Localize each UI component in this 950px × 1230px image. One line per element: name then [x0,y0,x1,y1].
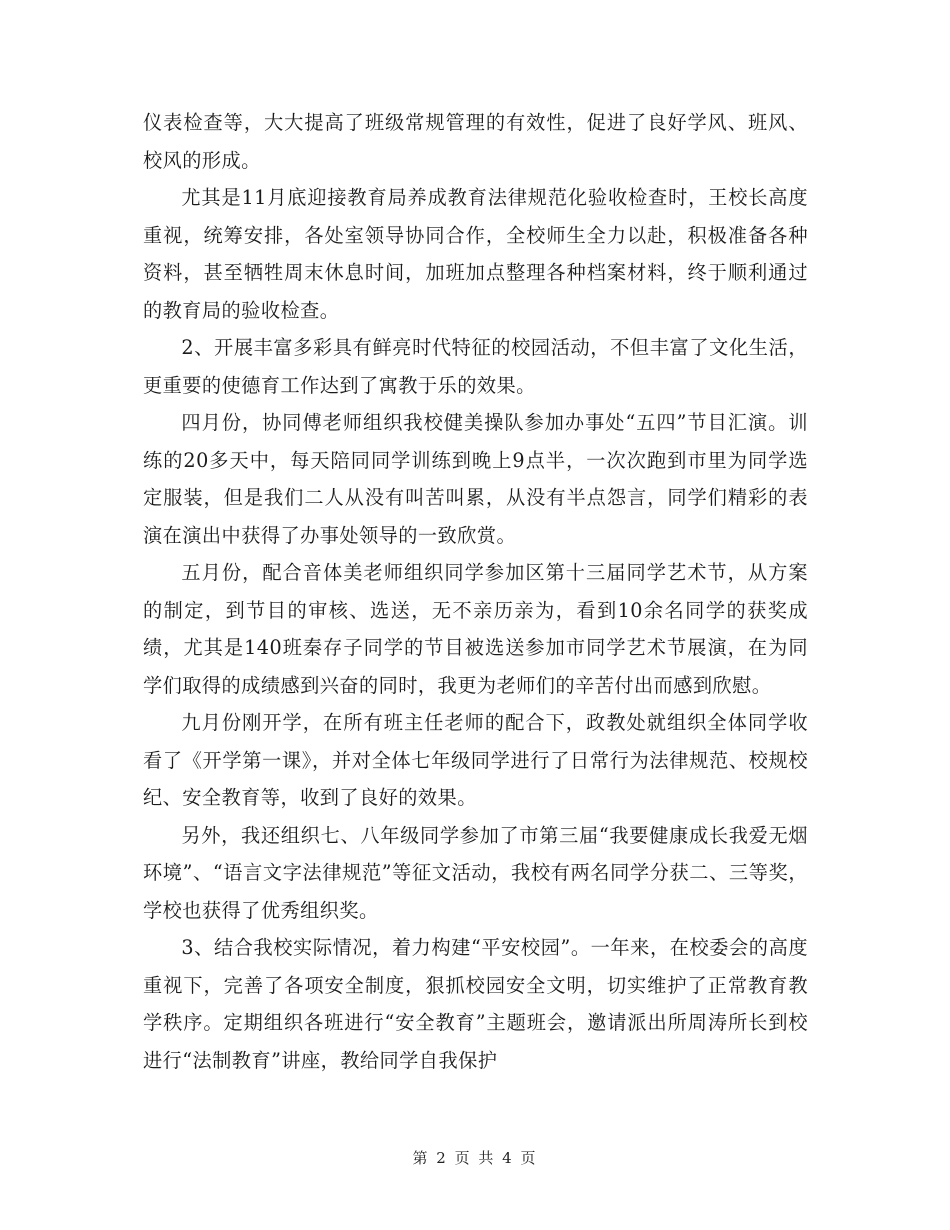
paragraph-6: 九月份刚开学，在所有班主任老师的配合下，政教处就组织全体同学收看了《开学第一课》，并对全体七年级同学进行了日常行为法律规范、校规校纪、安全教育等，收到了良好的效果。 [143,711,808,809]
paragraph-7: 另外，我还组织七、八年级同学参加了市第三届“我要健康成长我爱无烟环境”、“语言文字法律规范”等征文活动，我校有两名同学分获二、三等奖，学校也获得了优秀组织奖。 [143,823,808,922]
paragraph-3: 2、开展丰富多彩具有鲜亮时代特征的校园活动，不但丰富了文化生活，更重要的使德育工作达到了寓教于乐的效果。 [143,336,808,397]
paragraph-4: 四月份，协同傅老师组织我校健美操队参加办事处“五四”节目汇演。训练的20多天中，每天陪同同学训练到晚上9点半，一次次跑到市里为同学选定服装，但是我们二人从没有叫苦叫累，从没有半点怨言，同学们精彩的表演在演出中获得了办事处领导的一致欣赏。 [143,411,808,547]
document-body [143,104,808,1079]
paragraph-5: 五月份，配合音体美老师组织同学参加区第十三届同学艺术节，从方案的制定，到节目的审核、选送，无不亲历亲为，看到10余名同学的获奖成绩，尤其是140班秦存子同学的节目被选送参加市同学艺术节展演，在为同学们取得的成绩感到兴奋的同时，我更为老师们的辛苦付出而感到欣慰。 [143,561,808,697]
page-footer: 第 2 页 共 4 页 [412,1149,538,1167]
paragraph-8: 3、结合我校实际情况，着力构建“平安校园”。一年来，在校委会的高度重视下，完善了各项安全制度，狠抓校园安全文明，切实维护了正常教育教学秩序。定期组织各班进行“安全教育”主题班会，邀请派出所周涛所长到校进行“法制教育”讲座，教给同学自我保护 [143,936,808,1072]
paragraph-1: 仪表检查等，大大提高了班级常规管理的有效性，促进了良好学风、班风、校风的形成。 [143,111,808,172]
paragraph-2: 尤其是11月底迎接教育局养成教育法律规范化验收检查时，王校长高度重视，统筹安排，各处室领导协同合作，全校师生全力以赴，积极准备各种资料，甚至牺牲周末休息时间，加班加点整理各种档案材料，终于顺利通过的教育局的验收检查。 [143,186,808,322]
